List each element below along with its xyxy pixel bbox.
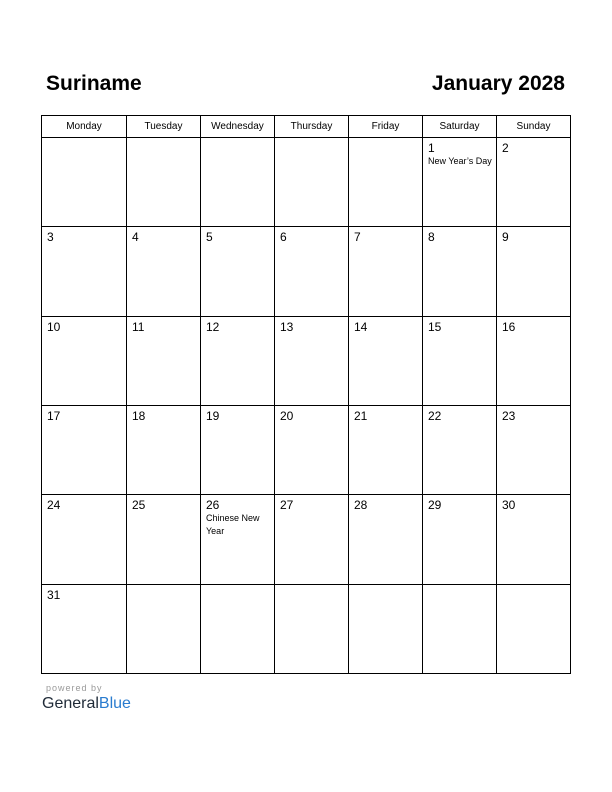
day-number: 21 — [354, 408, 368, 423]
week-row — [42, 316, 571, 405]
day-cell — [127, 227, 201, 316]
holiday-label: New Year’s Day — [428, 156, 492, 166]
day-cell — [349, 495, 423, 584]
day-cell — [201, 495, 275, 584]
day-number: 31 — [47, 587, 61, 602]
day-cell — [423, 316, 497, 405]
day-number: 20 — [280, 408, 294, 423]
day-cell — [275, 584, 349, 673]
month-year-title: January 2028 — [431, 72, 565, 95]
day-cell — [42, 584, 127, 673]
country-title: Suriname — [46, 72, 142, 95]
day-cell — [275, 495, 349, 584]
day-number: 26 — [206, 498, 220, 513]
day-cell — [423, 227, 497, 316]
day-cell — [423, 405, 497, 494]
day-cell — [275, 138, 349, 227]
day-cell — [201, 405, 275, 494]
day-cell — [497, 584, 571, 673]
day-cell — [127, 584, 201, 673]
day-cell — [275, 227, 349, 316]
day-number: 27 — [280, 498, 294, 513]
day-number: 10 — [47, 319, 61, 334]
day-cell — [349, 584, 423, 673]
weekday-thursday: Thursday — [275, 116, 349, 138]
day-cell — [42, 227, 127, 316]
day-cell — [275, 316, 349, 405]
weekday-friday: Friday — [349, 116, 423, 138]
week-row — [42, 138, 571, 227]
brand-logo — [42, 694, 131, 714]
day-cell — [423, 584, 497, 673]
day-cell — [275, 405, 349, 494]
weekday-tuesday: Tuesday — [127, 116, 201, 138]
day-cell — [201, 138, 275, 227]
weekday-wednesday: Wednesday — [201, 116, 275, 138]
weekday-monday: Monday — [42, 116, 127, 138]
day-number: 6 — [280, 230, 287, 245]
day-number: 9 — [502, 230, 509, 245]
day-number: 7 — [354, 230, 361, 245]
day-cell — [497, 227, 571, 316]
day-cell — [497, 138, 571, 227]
day-number: 13 — [280, 319, 294, 334]
brand-logo-blue: Blue — [98, 695, 131, 712]
holiday-label: Chinese New Year — [206, 513, 260, 537]
day-cell — [201, 584, 275, 673]
calendar-body — [42, 138, 571, 674]
day-number: 8 — [428, 230, 435, 245]
day-number: 3 — [47, 230, 54, 245]
week-row — [42, 495, 571, 584]
weekday-sunday: Sunday — [497, 116, 571, 138]
day-number: 1 — [428, 141, 435, 155]
day-cell — [42, 405, 127, 494]
day-number: 14 — [354, 319, 368, 334]
day-cell — [127, 316, 201, 405]
day-cell — [349, 227, 423, 316]
brand-logo-general: General — [42, 695, 99, 712]
day-cell — [423, 138, 497, 227]
day-number: 28 — [354, 498, 368, 513]
weekday-header-row — [42, 116, 571, 138]
day-cell — [42, 495, 127, 584]
day-cell — [127, 138, 201, 227]
day-number: 2 — [502, 141, 509, 155]
day-number: 22 — [428, 408, 442, 423]
day-number: 11 — [132, 319, 145, 334]
day-number: 23 — [502, 408, 516, 423]
day-number: 30 — [502, 498, 516, 513]
day-cell — [349, 138, 423, 227]
day-cell — [201, 316, 275, 405]
day-cell — [42, 138, 127, 227]
week-row — [42, 405, 571, 494]
day-cell — [423, 495, 497, 584]
day-number: 18 — [132, 408, 146, 423]
week-row — [42, 227, 571, 316]
day-cell — [349, 405, 423, 494]
day-cell — [497, 316, 571, 405]
day-number: 25 — [132, 498, 146, 513]
week-row — [42, 584, 571, 673]
day-number: 19 — [206, 408, 220, 423]
calendar-grid — [41, 115, 571, 674]
day-number: 24 — [47, 498, 61, 513]
day-cell — [497, 405, 571, 494]
day-cell — [497, 495, 571, 584]
day-number: 4 — [132, 230, 139, 245]
weekday-saturday: Saturday — [423, 116, 497, 138]
powered-by-label: powered by — [46, 683, 103, 693]
day-number: 17 — [47, 408, 61, 423]
day-cell — [201, 227, 275, 316]
day-number: 29 — [428, 498, 442, 513]
day-cell — [42, 316, 127, 405]
day-number: 12 — [206, 319, 220, 334]
day-number: 5 — [206, 230, 213, 245]
day-cell — [127, 405, 201, 494]
day-number: 15 — [428, 319, 442, 334]
day-cell — [349, 316, 423, 405]
day-number: 16 — [502, 319, 516, 334]
day-cell — [127, 495, 201, 584]
